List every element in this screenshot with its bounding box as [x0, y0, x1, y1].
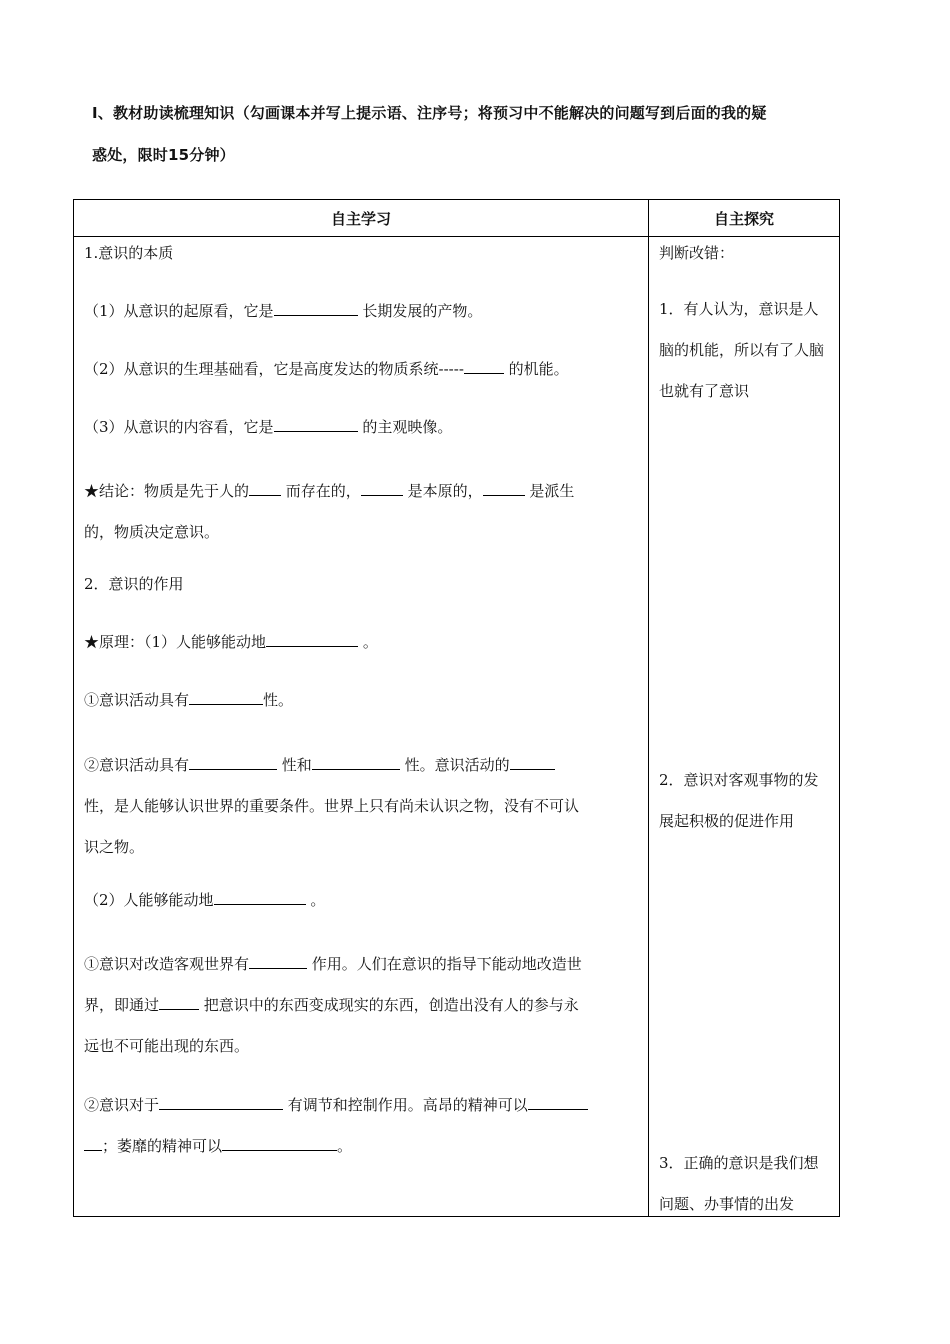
text-span: （2）从意识的生理基础看，它是高度发达的物质系统----- [84, 360, 464, 378]
text-span: 。 [305, 891, 326, 909]
text-span: ①意识活动具有 [84, 691, 190, 709]
essence-origin [84, 297, 639, 326]
fill-blank [266, 630, 358, 647]
principle-2 [84, 886, 639, 915]
text-span: 识之物。 [84, 838, 145, 856]
fill-blank [214, 888, 306, 905]
judge-item-2: 2．意识对客观事物的发展起积极的促进作用 [659, 771, 819, 830]
text-span: （2）人能够能动地 [84, 891, 214, 909]
fill-blank [159, 993, 199, 1010]
self-study-cell [74, 237, 649, 1217]
fill-blank [84, 1134, 102, 1151]
fill-blank [189, 688, 263, 705]
fill-blank [464, 357, 504, 374]
text-span: ★结论：物质是先于人的 [84, 482, 250, 500]
heading-line-2: 惑处，限时15分钟） [92, 146, 235, 164]
fill-blank [361, 479, 403, 496]
text-span: 的主观映像。 [357, 418, 453, 436]
text-span: 是本原的， [402, 482, 483, 500]
fill-blank [528, 1093, 588, 1110]
judge-correct-title: 判断改错： [659, 244, 735, 262]
judge-item-1: 1．有人认为，意识是人脑的机能，所以有了人脑也就有了意识 [659, 300, 825, 400]
header-self-study: 自主学习 [74, 200, 649, 237]
text-span: （1）从意识的起原看，它是 [84, 302, 274, 320]
text-span: 有调节和控制作用。高昂的精神可以 [283, 1096, 528, 1114]
text-span: 作用。人们在意识的指导下能动地改造世 [307, 955, 582, 973]
table-header-row [74, 200, 840, 237]
text-span: 长期发展的产物。 [357, 302, 483, 320]
text-span: ①意识对改造客观世界有 [84, 955, 250, 973]
text-span: 把意识中的东西变成现实的东西，创造出没有人的参与永 [199, 996, 579, 1014]
fill-blank [510, 753, 555, 770]
fill-blank [274, 299, 358, 316]
heading-line-1: Ⅰ、教材助读梳理知识（勾画课本并写上提示语、注序号；将预习中不能解决的问题写到后面的我的疑 [92, 104, 767, 122]
text-span: 。 [358, 633, 378, 651]
text-span: 性和 [277, 756, 312, 774]
fill-blank [274, 415, 358, 432]
fill-blank [249, 952, 307, 969]
fill-blank [159, 1093, 283, 1110]
text-span: 的机能。 [503, 360, 569, 378]
text-span: （3）从意识的内容看，它是 [84, 418, 274, 436]
item-purposeful [84, 686, 639, 715]
text-span: 界，即通过 [84, 996, 160, 1014]
text-span: 性。意识活动的 [399, 756, 510, 774]
text-span: 性。 [263, 691, 294, 709]
text-span: 远也不可能出现的东西。 [84, 1037, 250, 1055]
text-span: 性，是人能够认识世界的重要条件。世界上只有尚未认识之物，没有不可认 [84, 797, 580, 815]
essence-physiology [84, 355, 639, 384]
item-active [84, 745, 639, 868]
study-table [73, 199, 840, 1217]
section-2-title: 2．意识的作用 [84, 575, 184, 593]
text-span: 而存在的， [281, 482, 361, 500]
fill-blank [483, 479, 525, 496]
text-span: ②意识对于 [84, 1096, 160, 1114]
self-explore-cell [649, 237, 840, 1217]
text-span: 的，物质决定意识。 [84, 523, 220, 541]
text-span: ★原理：（1）人能够能动地 [84, 633, 267, 651]
judge-item-3: 3．正确的意识是我们想问题、办事情的出发 [659, 1154, 819, 1213]
text-span: ②意识活动具有 [84, 756, 190, 774]
text-span: 。 [337, 1137, 353, 1155]
essence-content [84, 413, 639, 442]
fill-blank [249, 479, 281, 496]
fill-blank [222, 1134, 337, 1151]
item-transform [84, 944, 639, 1067]
fill-blank [189, 753, 277, 770]
section-heading [92, 92, 862, 176]
section-1-title: 1.意识的本质 [84, 244, 174, 262]
header-self-explore: 自主探究 [649, 200, 840, 237]
conclusion [84, 471, 639, 553]
fill-blank [312, 753, 400, 770]
table-body-row [74, 237, 840, 1217]
text-span: ；萎靡的精神可以 [102, 1137, 223, 1155]
text-span: 是派生 [524, 482, 575, 500]
principle-1 [84, 628, 639, 657]
item-regulate [84, 1085, 639, 1167]
